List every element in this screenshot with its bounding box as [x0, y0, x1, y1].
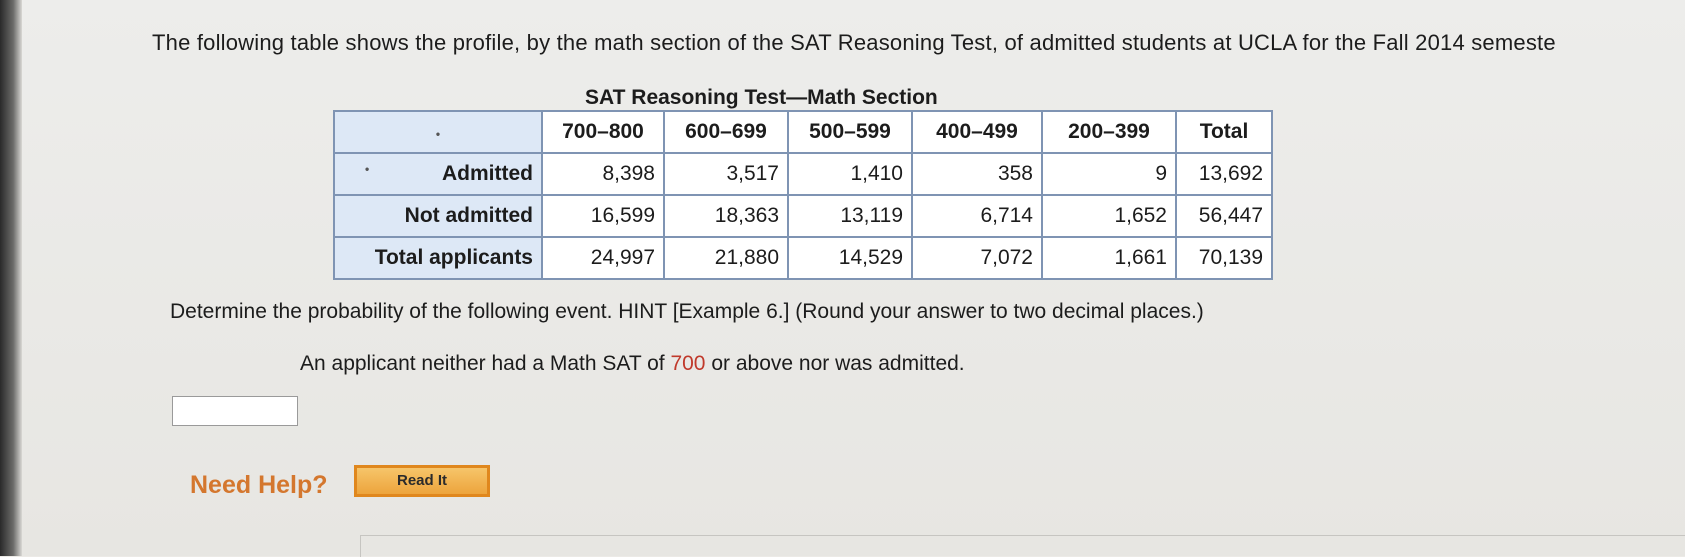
row-header-total-applicants: Total applicants — [334, 237, 542, 279]
table-cell: 1,410 — [788, 153, 912, 195]
table-cell: 6,714 — [912, 195, 1042, 237]
read-it-button[interactable]: Read It — [354, 465, 490, 497]
table-cell: 358 — [912, 153, 1042, 195]
column-header-500-599: 500–599 — [788, 111, 912, 153]
table-cell: 8,398 — [542, 153, 664, 195]
table-row-total-applicants — [334, 237, 1272, 279]
answer-input[interactable] — [172, 396, 298, 426]
column-header-400-499: 400–499 — [912, 111, 1042, 153]
table-row-admitted — [334, 153, 1272, 195]
column-header-600-699: 600–699 — [664, 111, 788, 153]
table-cell: 13,119 — [788, 195, 912, 237]
table-caption: SAT Reasoning Test—Math Section — [585, 86, 938, 109]
row-mark: • — [365, 162, 370, 176]
corner-mark: • — [435, 127, 441, 141]
table-cell: 1,652 — [1042, 195, 1176, 237]
event-statement — [300, 352, 965, 376]
table-cell: 70,139 — [1176, 237, 1272, 279]
table-cell: 9 — [1042, 153, 1176, 195]
table-cell: 3,517 — [664, 153, 788, 195]
table-cell: 13,692 — [1176, 153, 1272, 195]
event-highlight-value: 700 — [670, 352, 706, 375]
column-header-total: Total — [1176, 111, 1272, 153]
question-prompt: Determine the probability of the following event. HINT [Example 6.] (Round your answer to two decimal places.) — [170, 300, 1204, 323]
event-text-after: or above nor was admitted. — [705, 352, 965, 375]
sat-profile-table — [333, 110, 1273, 280]
table-header-row — [334, 111, 1272, 153]
table-cell: 18,363 — [664, 195, 788, 237]
row-header-admitted — [334, 153, 542, 195]
table-row-not-admitted — [334, 195, 1272, 237]
table-cell: 7,072 — [912, 237, 1042, 279]
table-cell: 24,997 — [542, 237, 664, 279]
need-help-label: Need Help? — [190, 471, 328, 499]
table-cell: 1,661 — [1042, 237, 1176, 279]
row-header-not-admitted: Not admitted — [334, 195, 542, 237]
column-header-700-800: 700–800 — [542, 111, 664, 153]
row-label: Admitted — [442, 162, 533, 185]
screen-edge — [0, 0, 22, 556]
bottom-panel-edge — [360, 535, 1685, 557]
table-cell: 56,447 — [1176, 195, 1272, 237]
question-intro: The following table shows the profile, by the math section of the SAT Reasoning Test, of admitted students at UCLA for the Fall 2014 semeste — [152, 30, 1556, 55]
table-cell: 21,880 — [664, 237, 788, 279]
table-cell: 16,599 — [542, 195, 664, 237]
table-cell: 14,529 — [788, 237, 912, 279]
event-text-before: An applicant neither had a Math SAT of — [300, 352, 671, 375]
table-corner-cell — [334, 111, 542, 153]
column-header-200-399: 200–399 — [1042, 111, 1176, 153]
